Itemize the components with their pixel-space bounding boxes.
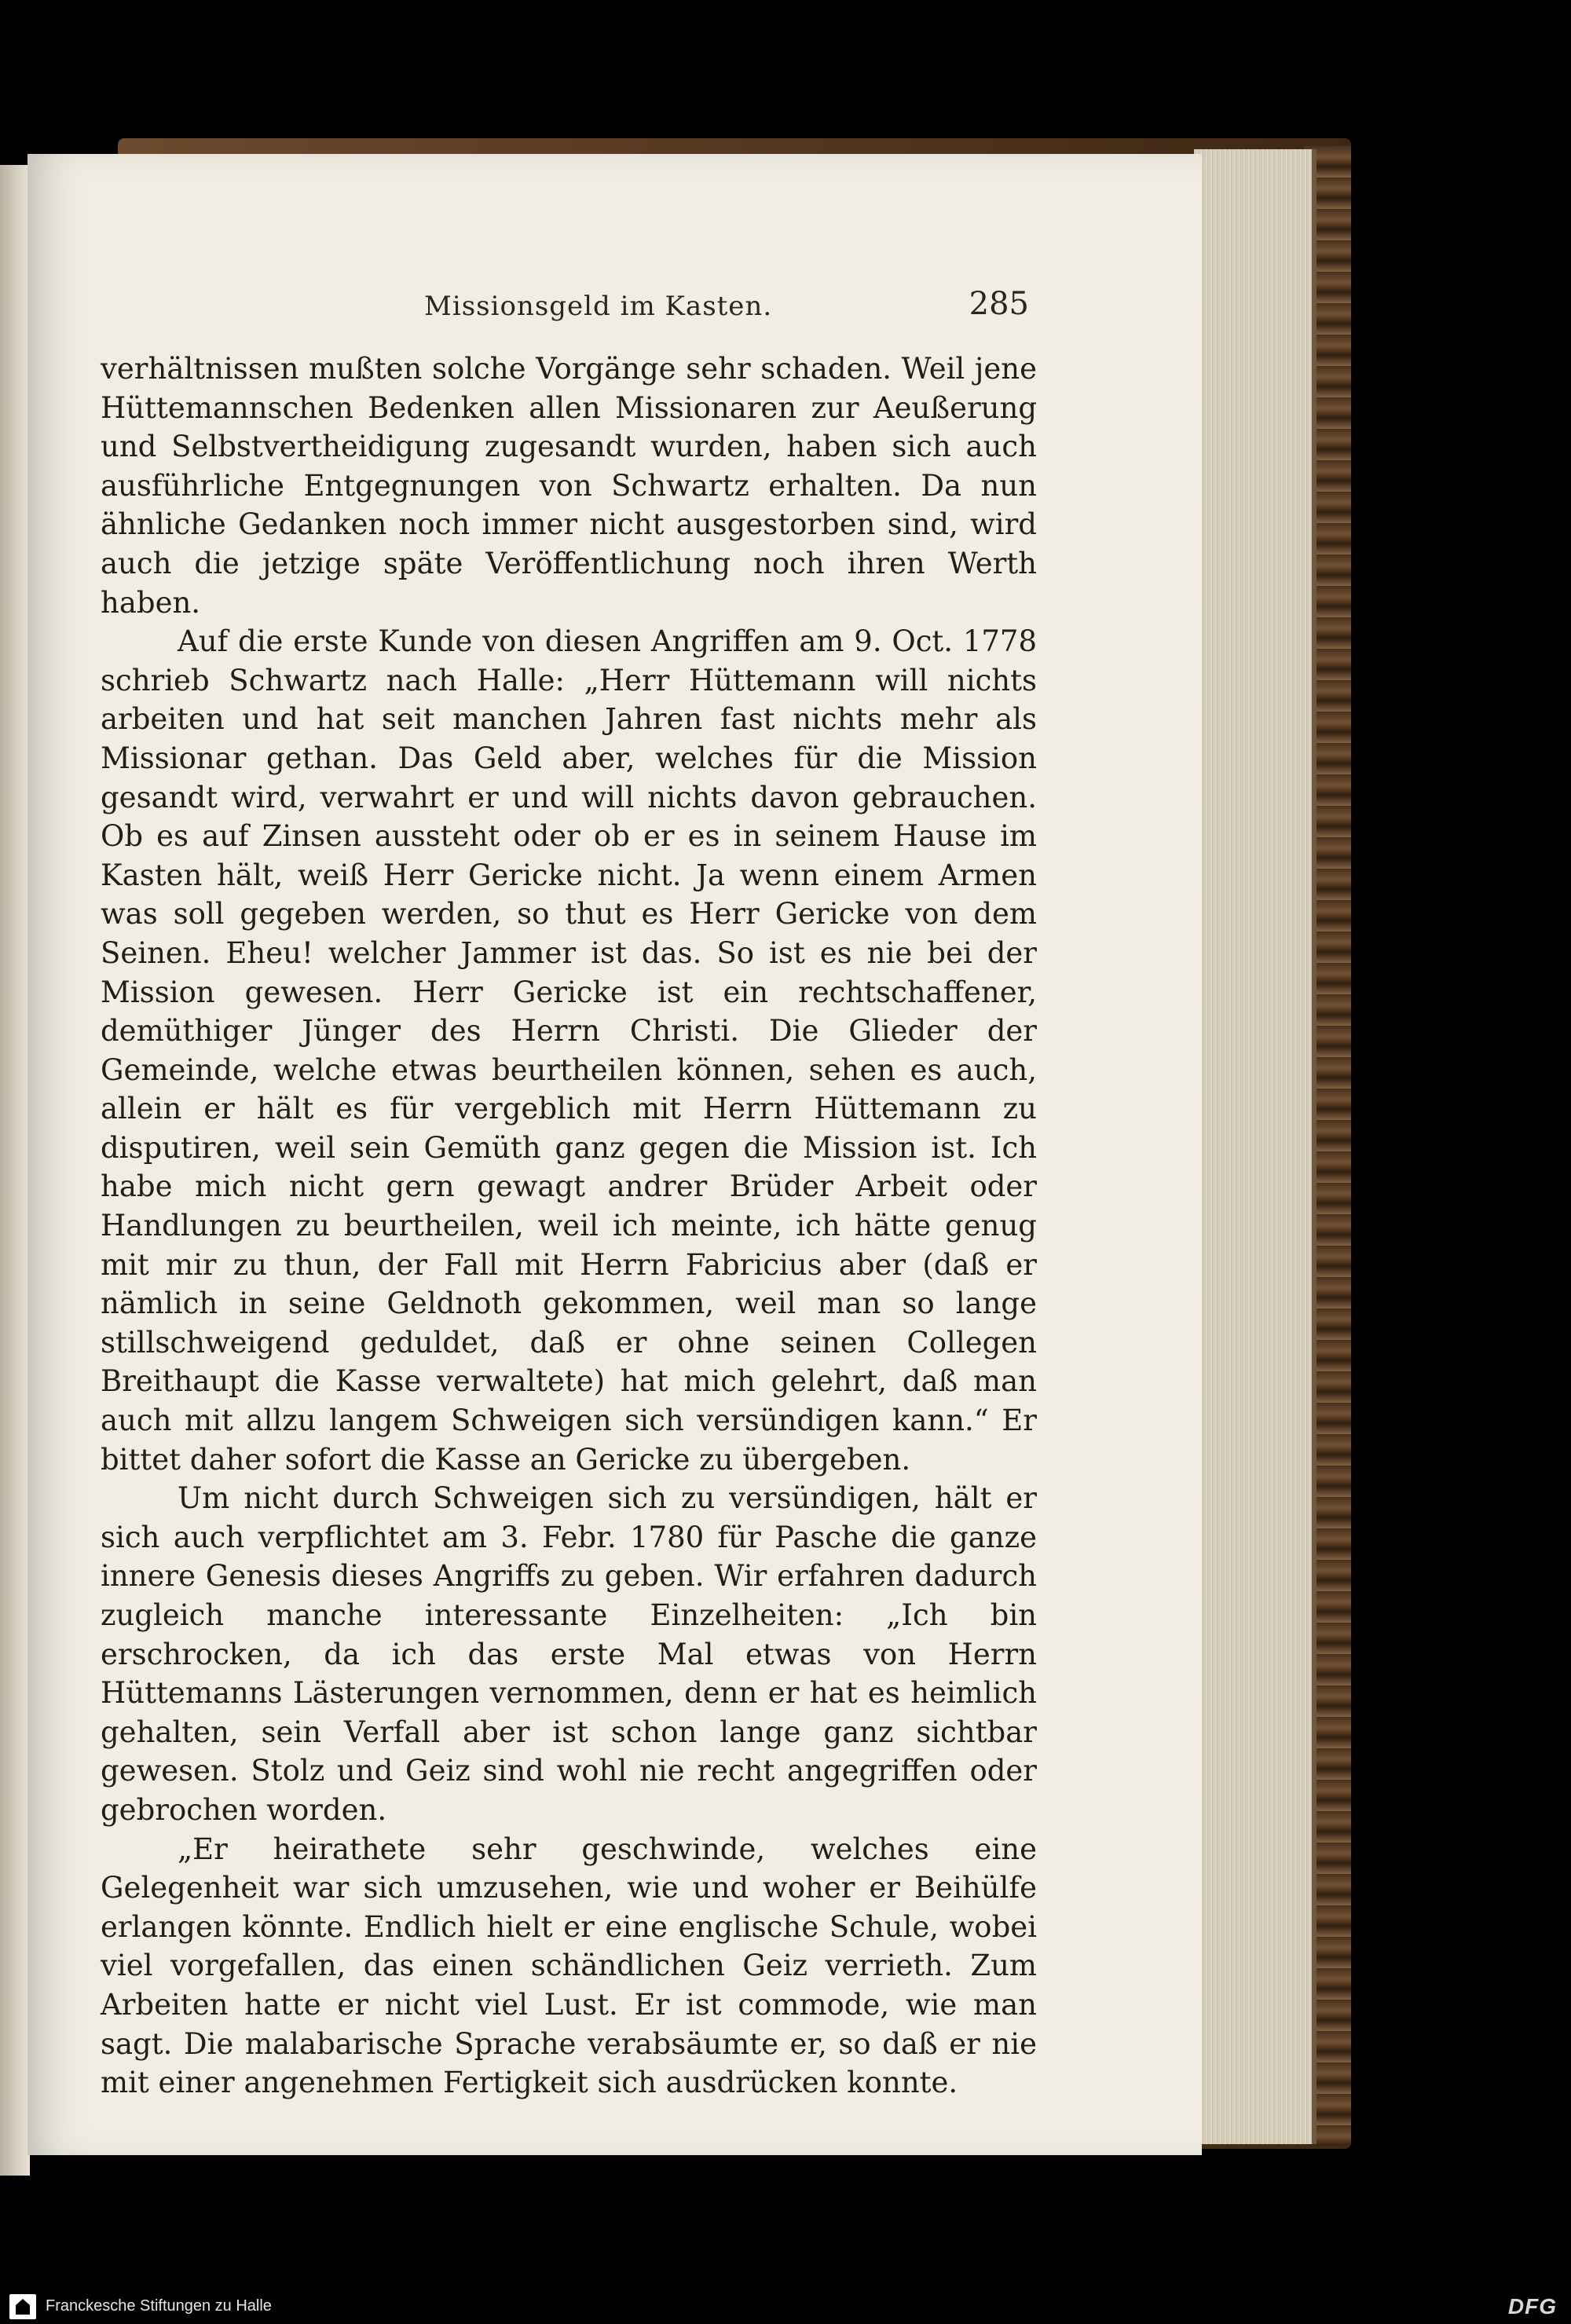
running-title: Missionsgeld im Kasten. [424, 291, 773, 322]
page-number: 285 [969, 286, 1029, 322]
institution-logo-icon [9, 2294, 36, 2319]
paragraph-3: Um nicht durch Schweigen sich zu versündigen, hält er sich auch verpflichtet am 3. Febr. 1780 für Pasche die ganze innere Genesis dieses Angriffs zu geben. Wir erfahren dadurch zugleich manche interessante Einzelheiten: „Ich bin erschrocken, da ich das erste Mal etwas von Herrn Hüttemanns Lästerungen vernommen, denn er hat es heimlich gehalten, sein Verfall aber ist schon lange ganz sichtbar gewesen. Stolz und Geiz sind wohl nie recht angegriffen oder gebrochen worden. [101, 1481, 1037, 1827]
paragraph-4: „Er heirathete sehr geschwinde, welches eine Gelegenheit war sich umzusehen, wie und woher er Beihülfe erlangen könnte. Endlich hielt er eine englische Schule, wobei viel vorgefallen, das einen schändlichen Geiz verrieth. Zum Arbeiten hatte er nicht viel Lust. Er ist commode, wie man sagt. Die malabarische Sprache verabsäumte er, so daß er nie mit einer angenehmen Fertigkeit sich ausdrücken konnte. [101, 1832, 1037, 2100]
dfg-logo: DFG [1507, 2294, 1557, 2319]
footer-bar [0, 2289, 1571, 2324]
paragraph-1: verhältnissen mußten solche Vorgänge sehr schaden. Weil jene Hüttemannschen Bedenken allen Missionaren zur Aeußerung und Selbstvertheidigung zugesandt wurden, haben sich auch ausführliche Entgegnungen von Schwartz erhalten. Da nun ähnliche Gedanken noch immer nicht ausgestorben sind, wird auch die jetzige späte Veröffentlichung noch ihren Werth haben. [101, 352, 1037, 620]
institution-name: Franckesche Stiftungen zu Halle [46, 2297, 272, 2315]
page-header [401, 286, 1029, 338]
left-page-sliver [0, 165, 30, 2176]
body-text [101, 350, 1037, 2103]
page-block-edge [1194, 149, 1316, 2144]
paragraph-2: Auf die erste Kunde von diesen Angriffen am 9. Oct. 1778 schrieb Schwartz nach Halle: „Herr Hüttemann will nichts arbeiten und hat seit manchen Jahren fast nichts mehr als Missionar gethan. Das Geld aber, welches für die Mission gesandt wird, verwahrt er und will nichts davon gebrauchen. Ob es auf Zinsen aussteht oder ob er es in seinem Hause im Kasten hält, weiß Herr Gericke nicht. Ja wenn einem Armen was soll gegeben werden, so thut es Herr Gericke von dem Seinen. Eheu! welcher Jammer ist das. So ist es nie bei der Mission gewesen. Herr Gericke ist ein rechtschaffener, demüthiger Jünger des Herrn Christi. Die Glieder der Gemeinde, welche etwas beurtheilen können, sehen es auch, allein er hält es für vergeblich mit Herrn Hüttemann zu disputiren, weil sein Gemüth ganz gegen die Mission ist. Ich habe mich nicht gern gewagt andrer Brüder Arbeit oder Handlungen zu beurtheilen, weil ich meinte, ich hätte genug mit mir zu thun, der Fall mit Herrn Fabricius aber (daß er nämlich in seine Geldnoth gekommen, weil man so lange stillschweigend geduldet, daß er ohne seinen Collegen Breithaupt die Kasse verwaltete) hat mich gelehrt, daß man auch mit allzu langem Schweigen sich versündigen kann.“ Er bittet daher sofort die Kasse an Gericke zu übergeben. [101, 624, 1037, 1477]
